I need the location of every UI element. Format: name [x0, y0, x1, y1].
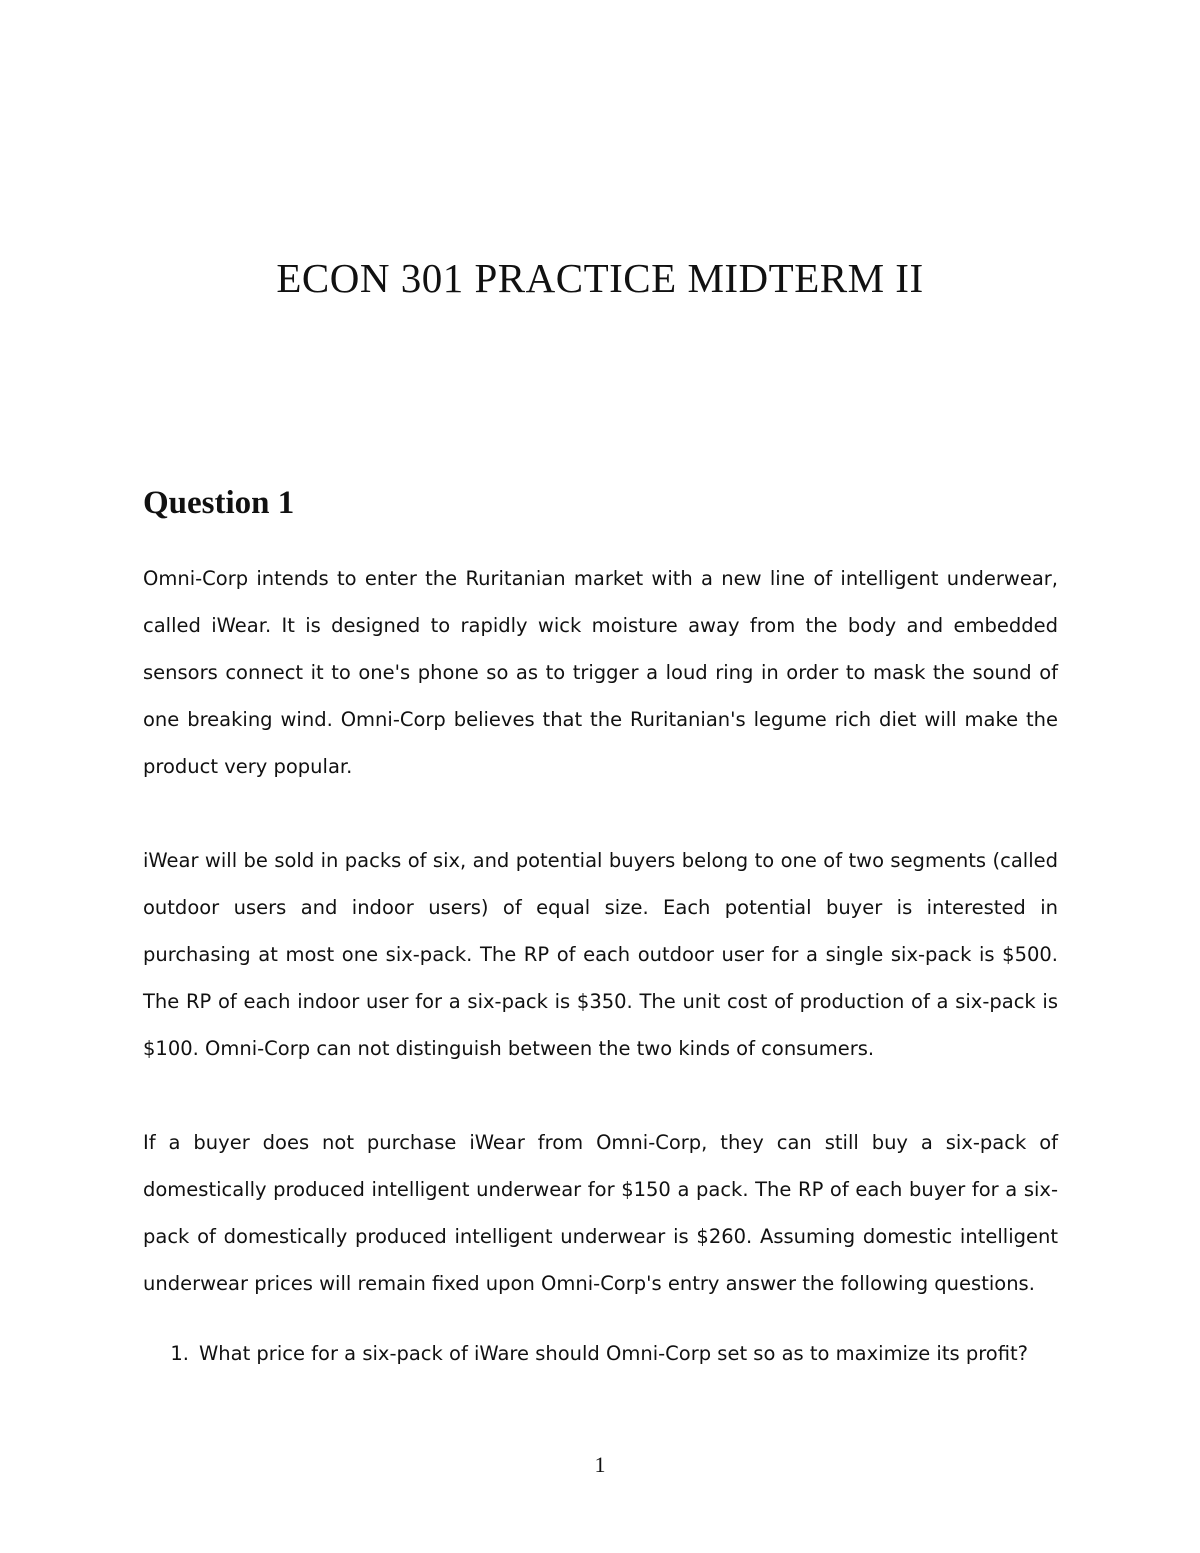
paragraph-domestic-alternative: If a buyer does not purchase iWear from Omni-Corp, they can still buy a six-pack of domestically produced intelligent underwear for $150 a pack. The RP of each buyer for a six-pack of domestically produced intelligent underwear is $260. Assuming domestic intelligent underwear prices will remain fixed upon Omni-Corp's entry answer the following questions.	[143, 1131, 1058, 1295]
page-number: 1	[594, 1452, 606, 1477]
question-number: 1.	[170, 1342, 189, 1365]
question-text: What price for a six-pack of iWare should Omni-Corp set so as to maximize its profit?	[199, 1342, 1029, 1365]
document-title: ECON 301 PRACTICE MIDTERM II	[276, 255, 924, 301]
paragraph-intro: Omni-Corp intends to enter the Ruritanian market with a new line of intelligent underwear, called iWear. It is designed to rapidly wick moisture away from the body and embedded sensors connect it to one's phone so as to trigger a loud ring in order to mask the sound of one breaking wind. Omni-Corp believes that the Ruritanian's legume rich diet will make the product very popular.	[143, 567, 1058, 778]
section-heading-question-1: Question 1	[143, 485, 295, 521]
question-item	[143, 1330, 1058, 1377]
paragraph-segments: iWear will be sold in packs of six, and potential buyers belong to one of two segments (called outdoor users and indoor users) of equal size. Each potential buyer is interested in purchasing at most one six-pack. The RP of each outdoor user for a single six-pack is $500. The RP of each indoor user for a six-pack is $350. The unit cost of production of a six-pack is $100. Omni-Corp can not distinguish between the two kinds of consumers.	[143, 849, 1058, 1060]
question-list	[143, 1330, 1058, 1377]
